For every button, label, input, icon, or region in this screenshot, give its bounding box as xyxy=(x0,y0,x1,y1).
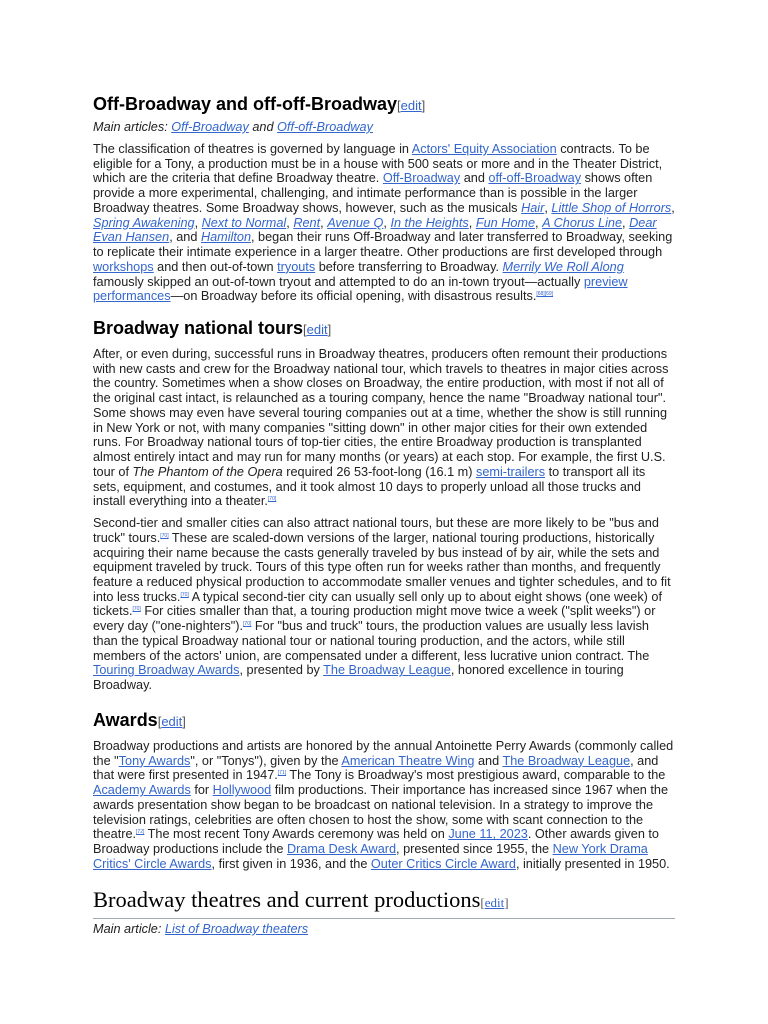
citation-link[interactable]: [70] xyxy=(180,591,189,598)
link-a-chorus-line[interactable]: A Chorus Line xyxy=(542,215,623,230)
paragraph-classification: The classification of theatres is governed by language in Actors' Equity Association contracts. To be eligible for a Tony, a production must be in a house with 500 seats or more and in the Theater District, which are the criteria that define Broadway theatre. Off-Broadway and off-off-Broadway shows often provide a more experimental, challenging, and intimate performance than is possible in the larger Broadway theatres. Some Broadway shows, however, such as the musicals Hair, Little Shop of Horrors, Spring Awakening, Next to Normal, Rent, Avenue Q, In the Heights, Fun Home, A Chorus Line, Dear Evan Hansen, and Hamilton, began their runs Off-Broadway and later transferred to Broadway, seeking to replicate their intimate experience in a larger theatre. Other productions are first developed through workshops and then out-of-town tryouts before transferring to Broadway. Merrily We Roll Along famously skipped an out-of-town tryout and attempted to do an in-town tryout—actually preview performances—on Broadway before its official opening, with disastrous results.[68][69] xyxy=(93,142,675,304)
edit-section: [edit] xyxy=(157,714,186,729)
link-tryouts[interactable]: tryouts xyxy=(277,259,316,274)
citation-link[interactable]: [71] xyxy=(277,770,287,777)
link-spring-awakening[interactable]: Spring Awakening xyxy=(93,215,195,230)
link-dear-evan-hansen[interactable]: Dear Evan Hansen xyxy=(93,215,657,245)
citation xyxy=(132,606,140,612)
link-hollywood[interactable]: Hollywood xyxy=(212,783,272,798)
citation xyxy=(278,770,286,776)
edit-link[interactable]: edit xyxy=(400,98,422,113)
paragraph-tours-2: Second-tier and smaller cities can also attract national tours, but these are more likely to be "bus and truck" tours.[70] These are scaled-down versions of the larger, national touring productions, historically acquiring their name because the casts generally traveled by bus instead of by air, while the sets and equipment traveled by truck. Tours of this type often run for weeks rather than months, and frequently feature a reduced physical production to accommodate smaller venues and tighter schedules, and to fit into less trucks.[70] A typical second-tier city can usually sell only up to about eight shows (one week) of tickets.[70] For cities smaller than that, a touring production might move twice a week ("split weeks") or every day ("one-nighters").[70] For "bus and truck" tours, the production values are usually less lavish than the typical Broadway national tour or national touring production, and the actors, while still members of the actors' union, are compensated under a different, less lucrative union contract. The Touring Broadway Awards, presented by The Broadway League, honored excellence in touring Broadway. xyxy=(93,516,671,693)
heading-off-broadway xyxy=(93,92,675,118)
heading-text: Awards xyxy=(93,710,158,730)
link-list-of-broadway-theaters[interactable]: List of Broadway theaters xyxy=(164,922,309,936)
link-workshops[interactable]: workshops xyxy=(93,259,154,274)
citation xyxy=(536,291,553,297)
section-off-broadway xyxy=(93,92,675,304)
link-avenue-q[interactable]: Avenue Q xyxy=(327,215,384,230)
edit-link[interactable]: edit xyxy=(484,895,505,910)
link-drama-desk-award[interactable]: Drama Desk Award xyxy=(286,842,397,857)
link-outer-critics-circle[interactable]: Outer Critics Circle Award xyxy=(370,856,516,871)
link-tony-awards[interactable]: Tony Awards xyxy=(118,753,191,768)
citation-link[interactable]: [68][69] xyxy=(536,291,554,298)
citation-link[interactable]: [70] xyxy=(243,621,252,628)
citation xyxy=(268,496,276,502)
link-actors-equity[interactable]: Actors' Equity Association xyxy=(411,142,557,156)
heading-text: Off-Broadway and off-off-Broadway xyxy=(93,94,397,114)
heading-national-tours xyxy=(93,316,675,342)
section-awards xyxy=(93,708,675,872)
citation xyxy=(180,592,188,598)
citation-link[interactable]: [70] xyxy=(160,532,169,539)
link-broadway-league[interactable]: The Broadway League xyxy=(323,663,451,678)
link-off-off-broadway-inline[interactable]: off-off-Broadway xyxy=(488,171,582,186)
link-the-broadway-league[interactable]: The Broadway League xyxy=(502,753,631,768)
link-american-theatre-wing[interactable]: American Theatre Wing xyxy=(341,753,475,768)
section-theatres xyxy=(93,886,675,937)
link-ny-drama-critics-circle[interactable]: New York Drama Critics' Circle Awards xyxy=(93,842,648,871)
link-off-broadway[interactable]: Off-Broadway xyxy=(171,120,249,134)
paragraph-tours-1: After, or even during, successful runs in Broadway theatres, producers often remount their productions with new casts and crew for the Broadway national tour, which travels to theatres in major cities across the country. Sometimes when a show closes on Broadway, the entire production, with most if not all of the original cast intact, is relaunched as a touring company, hence the name "Broadway national tour". Some shows may even have several touring companies out at a time, whether the show is still running in New York or not, with many companies "sitting down" in other major cities for their own extended runs. For Broadway national tours of top-tier cities, the entire Broadway production is transplanted almost entirely intact and may run for many months (or years) at each stop. For example, the first U.S. tour of The Phantom of the Opera required 26 53-foot-long (16.1 m) semi-trailers to transport all its sets, equipment, and costumes, and it took almost 10 days to properly unload all those trucks and install everything into a theater.[70] xyxy=(93,347,669,509)
section-national-tours xyxy=(93,316,675,693)
paragraph-awards: Broadway productions and artists are honored by the annual Antoinette Perry Awards (commonly called the "Tony Awards", or "Tonys"), given by the American Theatre Wing and The Broadway League, and that were first presented in 1947.[71] The Tony is Broadway's most prestigious award, comparable to the Academy Awards for Hollywood film productions. Their importance has increased since 1967 when the awards presentation show began to be broadcast on national television. In a strategy to improve the television ratings, celebrities are often chosen to host the show, some with scant connection to the theatre.[72] The most recent Tony Awards ceremony was held on June 11, 2023. Other awards given to Broadway productions include the Drama Desk Award, presented since 1955, the New York Drama Critics' Circle Awards, first given in 1936, and the Outer Critics Circle Award, initially presented in 1950. xyxy=(93,739,674,871)
link-semi-trailers[interactable]: semi-trailers xyxy=(475,464,546,479)
edit-section: [edit] xyxy=(397,98,426,113)
link-academy-awards[interactable]: Academy Awards xyxy=(93,783,191,798)
link-merrily[interactable]: Merrily We Roll Along xyxy=(502,259,624,274)
heading-awards xyxy=(93,708,675,734)
link-off-off-broadway[interactable]: Off-off-Broadway xyxy=(277,120,373,134)
link-little-shop[interactable]: Little Shop of Horrors xyxy=(551,200,672,215)
citation-link[interactable]: [70] xyxy=(132,606,141,613)
citation-link[interactable]: [70] xyxy=(267,496,277,503)
link-preview-performances[interactable]: preview performances xyxy=(93,274,628,304)
hatnote-main-articles: Main articles: Off-Broadway and Off-off-Broadway xyxy=(93,120,373,134)
edit-section: [edit] xyxy=(480,895,509,910)
link-hamilton[interactable]: Hamilton xyxy=(200,230,251,245)
heading-text: Broadway national tours xyxy=(93,318,304,338)
link-next-to-normal[interactable]: Next to Normal xyxy=(201,215,287,230)
link-touring-broadway-awards[interactable]: Touring Broadway Awards xyxy=(93,663,240,678)
citation-link[interactable]: [72] xyxy=(136,829,145,836)
edit-link[interactable]: edit xyxy=(161,714,183,729)
edit-link[interactable]: edit xyxy=(306,322,328,337)
link-fun-home[interactable]: Fun Home xyxy=(475,215,536,230)
hatnote-main-article: Main article: List of Broadway theaters xyxy=(93,922,309,936)
link-hair[interactable]: Hair xyxy=(521,200,545,215)
link-in-the-heights[interactable]: In the Heights xyxy=(390,215,469,230)
citation xyxy=(160,533,168,539)
heading-broadway-theatres xyxy=(93,886,675,919)
link-rent[interactable]: Rent xyxy=(293,215,321,230)
link-june-11-2023[interactable]: June 11, 2023 xyxy=(448,827,528,842)
link-off-broadway-inline[interactable]: Off-Broadway xyxy=(382,171,461,186)
heading-text: Broadway theatres and current productions xyxy=(93,887,481,912)
edit-section: [edit] xyxy=(303,322,332,337)
